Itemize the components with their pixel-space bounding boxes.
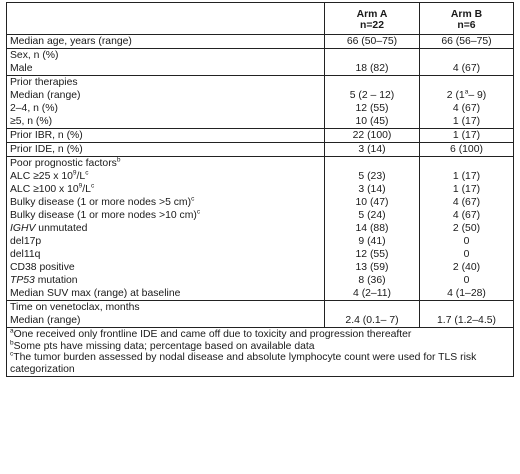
table-row [7,76,514,90]
row-label: Median (range) [7,89,325,102]
arm-a-value: 12 (55) [325,248,420,261]
table-row [7,143,514,157]
row-label: Poor prognostic factors$^b$ [7,157,325,171]
arm-a-value: 5 (2 – 12) [325,89,420,102]
footnote-mark-c: c [90,182,95,190]
table-header-row [7,3,514,35]
arm-b-value: 4 (67) [452,210,481,221]
footnote-a: $^a$One received only frontline IDE and came off due to toxicity and progression thereafter [10,327,412,340]
row-label: Sex, n (%) [7,49,325,63]
table-row [7,170,514,183]
arm-b-value: 1 (17) [452,116,481,127]
arm-b-value: 66 (56–75) [420,35,514,49]
row-label: ALC ≥100 x $10^9/L^c$ [7,183,325,196]
arm-b-value: 2 (40) [452,262,481,273]
arm-a-value: 18 (82) [325,62,420,76]
row-label: Median age, years (range) [7,35,325,49]
row-label: del11q [7,248,325,261]
footnote-mark-c: c [191,195,195,203]
arm-a-value: 14 (88) [325,222,420,235]
row-label: TP53 mutation [7,274,325,287]
row-label: Prior therapies [7,76,325,90]
table-row [7,49,514,63]
arm-b-value: 0 [463,236,470,247]
arm-b-title: Arm B [450,9,483,20]
arm-b-value: 4 (67) [452,197,481,208]
table-row [7,183,514,196]
row-label: Median SUV max (range) at baseline [7,287,325,301]
arm-a-value: 9 (41) [325,235,420,248]
arm-b-value: 1 (17) [420,129,514,143]
arm-b-value: 1 (17) [452,184,481,195]
arm-b-value: 6 (100) [420,143,514,157]
arm-b-value: 1 (17) [452,171,481,182]
arm-a-value: 5 (23) [325,170,420,183]
arm-a-value: 3 (14) [325,183,420,196]
footnote-mark-c: c [196,208,201,216]
table-row [7,102,514,115]
row-label: del17p [7,235,325,248]
row-label: 2–4, n (%) [7,102,325,115]
arm-a-value: 10 (47) [325,196,420,209]
footnote-mark-a: a [464,88,469,96]
footnote-b: $^b$Some pts have missing data; percentage based on available data [10,339,315,352]
row-label: ≥5, n (%) [7,115,325,129]
arm-b-value: 0 [463,275,470,286]
row-label: ALC ≥25 x $10^9/L^c$ [7,170,325,183]
table-row [7,274,514,287]
table-row [7,235,514,248]
arm-a-value: 66 (50–75) [325,35,420,49]
table-row [7,157,514,171]
table-row [7,89,514,102]
table-row [7,314,514,328]
row-label: Median (range) [7,314,325,328]
table-row [7,222,514,235]
arm-b-value: 1.7 (1.2–4.5) [437,315,496,326]
row-label: CD38 positive [7,261,325,274]
arm-b-value: 2 (1$^a$– 9) [446,88,487,101]
arm-b-header [420,3,514,35]
arm-a-n: n=22 [360,20,384,31]
row-label: Prior IDE, n (%) [7,143,325,157]
arm-a-title: Arm A [356,9,388,20]
arm-a-header [325,3,420,35]
row-label: Time on venetoclax, months [7,301,325,315]
footnotes [7,328,514,377]
arm-a-value: 4 (2–11) [325,287,420,301]
arm-a-value: 8 (36) [325,274,420,287]
table-row [7,62,514,76]
arm-b-n: n=6 [457,20,476,31]
table-row [7,209,514,222]
table-row [7,115,514,129]
table-row [7,261,514,274]
arm-b-value: 2 (50) [452,223,481,234]
arm-a-value: 12 (55) [325,102,420,115]
footnotes-row [7,328,514,377]
row-label: Male [7,62,325,76]
footnote-mark-c: c [85,169,89,177]
footnote-c: $^c$The tumor burden assessed by nodal disease and absolute lymphocyte count were used for TLS risk categorization [10,350,477,375]
arm-a-value: 10 (45) [325,115,420,129]
arm-a-value: 13 (59) [325,261,420,274]
header-empty-cell [7,3,325,35]
arm-b-value: 4 (67) [452,63,481,74]
arm-a-value: 2.4 (0.1– 7) [325,314,420,328]
row-label: Bulky disease (1 or more nodes >5 cm)$^c$ [7,196,325,209]
row-label: Prior IBR, n (%) [7,129,325,143]
arm-b-value: 4 (1–28) [447,288,486,299]
table-row [7,196,514,209]
row-label: IGHV unmutated [7,222,325,235]
table-row [7,287,514,301]
row-label: Bulky disease (1 or more nodes >10 cm)$^c$ [7,209,325,222]
table-row [7,35,514,49]
footnote-mark-b: b [116,156,121,164]
arm-a-value: 3 (14) [325,143,420,157]
arm-b-value: 4 (67) [452,103,481,114]
table-row [7,301,514,315]
arm-a-value: 22 (100) [325,129,420,143]
table-row [7,248,514,261]
arm-a-value: 5 (24) [325,209,420,222]
baseline-characteristics-table [6,2,514,377]
arm-b-value: 0 [463,249,470,260]
table-row [7,129,514,143]
